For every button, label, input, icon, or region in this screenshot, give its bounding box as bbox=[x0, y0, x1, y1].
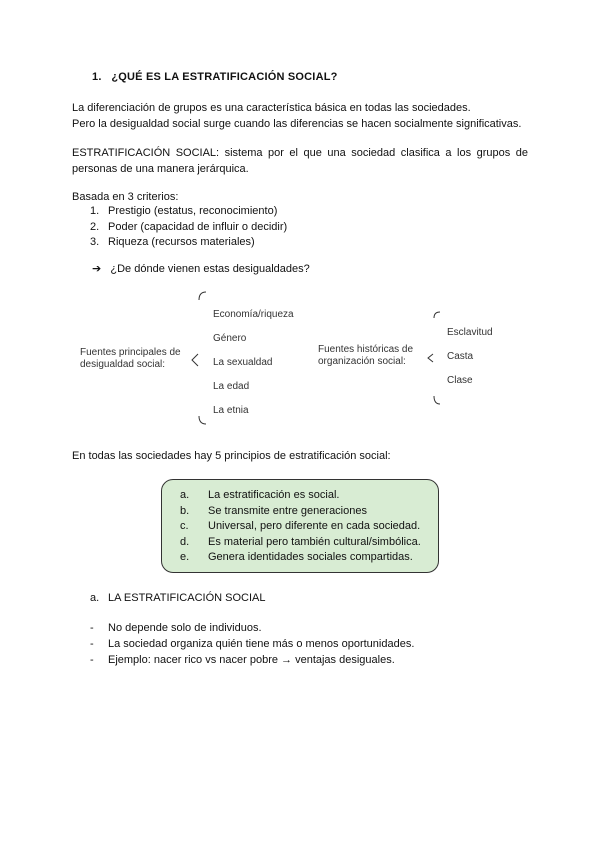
left-label: Fuentes principales de desigualdad social: bbox=[80, 347, 181, 370]
mid-label: Fuentes históricas de organización social: bbox=[318, 344, 414, 367]
definition-line-1: ESTRATIFICACIÓN SOCIAL: sistema por el que una sociedad clasifica a los grupos de bbox=[72, 147, 528, 159]
criteria-list bbox=[90, 204, 287, 251]
heading-title: ¿QUÉ ES LA ESTRATIFICACIÓN SOCIAL? bbox=[111, 71, 338, 83]
question-text: ¿De dónde vienen estas desigualdades? bbox=[110, 263, 310, 275]
intro-line-2: Pero la desigualdad social surge cuando las diferencias se hacen socialmente significativas. bbox=[72, 118, 522, 130]
list-item: - No depende solo de individuos. bbox=[90, 622, 262, 634]
principles-list bbox=[180, 488, 421, 566]
subsection-heading: a. LA ESTRATIFICACIÓN SOCIAL bbox=[90, 592, 266, 604]
right-item-casta: Casta bbox=[447, 351, 474, 362]
list-item: - Ejemplo: nacer rico vs nacer pobre → ventajas desiguales. bbox=[90, 654, 395, 666]
right-item-clase: Clase bbox=[447, 375, 473, 386]
list-item: e. Genera identidades sociales compartidas. bbox=[180, 551, 413, 563]
heading-number: 1. bbox=[92, 71, 102, 83]
list-item: 2. Poder (capacidad de influir o decidir) bbox=[90, 220, 288, 233]
list-item: 3. Riqueza (recursos materiales) bbox=[90, 236, 255, 248]
left-item-etnia: La etnia bbox=[213, 405, 249, 416]
list-item: c. Universal, pero diferente en cada sociedad. bbox=[180, 520, 421, 532]
left-item-genero: Género bbox=[213, 333, 247, 344]
left-item-edad: La edad bbox=[213, 381, 250, 392]
arrow-icon: ➔ bbox=[92, 263, 102, 275]
list-item: 1. Prestigio (estatus, reconocimiento) bbox=[90, 205, 278, 217]
right-item-esclavitud: Esclavitud bbox=[447, 327, 493, 338]
intro-line-1: La diferenciación de grupos es una característica básica en todas las sociedades. bbox=[72, 102, 471, 114]
left-brace-icon bbox=[188, 288, 208, 428]
question-line bbox=[92, 262, 310, 275]
principles-intro: En todas las sociedades hay 5 principios de estratificación social: bbox=[72, 450, 391, 462]
list-item: - La sociedad organiza quién tiene más o menos oportunidades. bbox=[90, 638, 415, 650]
page-title bbox=[92, 71, 338, 83]
left-item-economia: Economía/riqueza bbox=[213, 309, 294, 320]
list-item: d. Es material pero también cultural/simbólica. bbox=[180, 535, 421, 548]
list-item: b. Se transmite entre generaciones bbox=[180, 504, 367, 517]
right-brace-icon bbox=[424, 308, 444, 408]
principles-box bbox=[161, 479, 439, 573]
definition-line-2: personas de una manera jerárquica. bbox=[72, 163, 249, 175]
left-item-sexualidad: La sexualdad bbox=[213, 357, 273, 368]
subsection-list bbox=[90, 620, 414, 668]
criteria-intro: Basada en 3 criterios: bbox=[72, 191, 179, 203]
list-item: a. La estratificación es social. bbox=[180, 489, 340, 501]
